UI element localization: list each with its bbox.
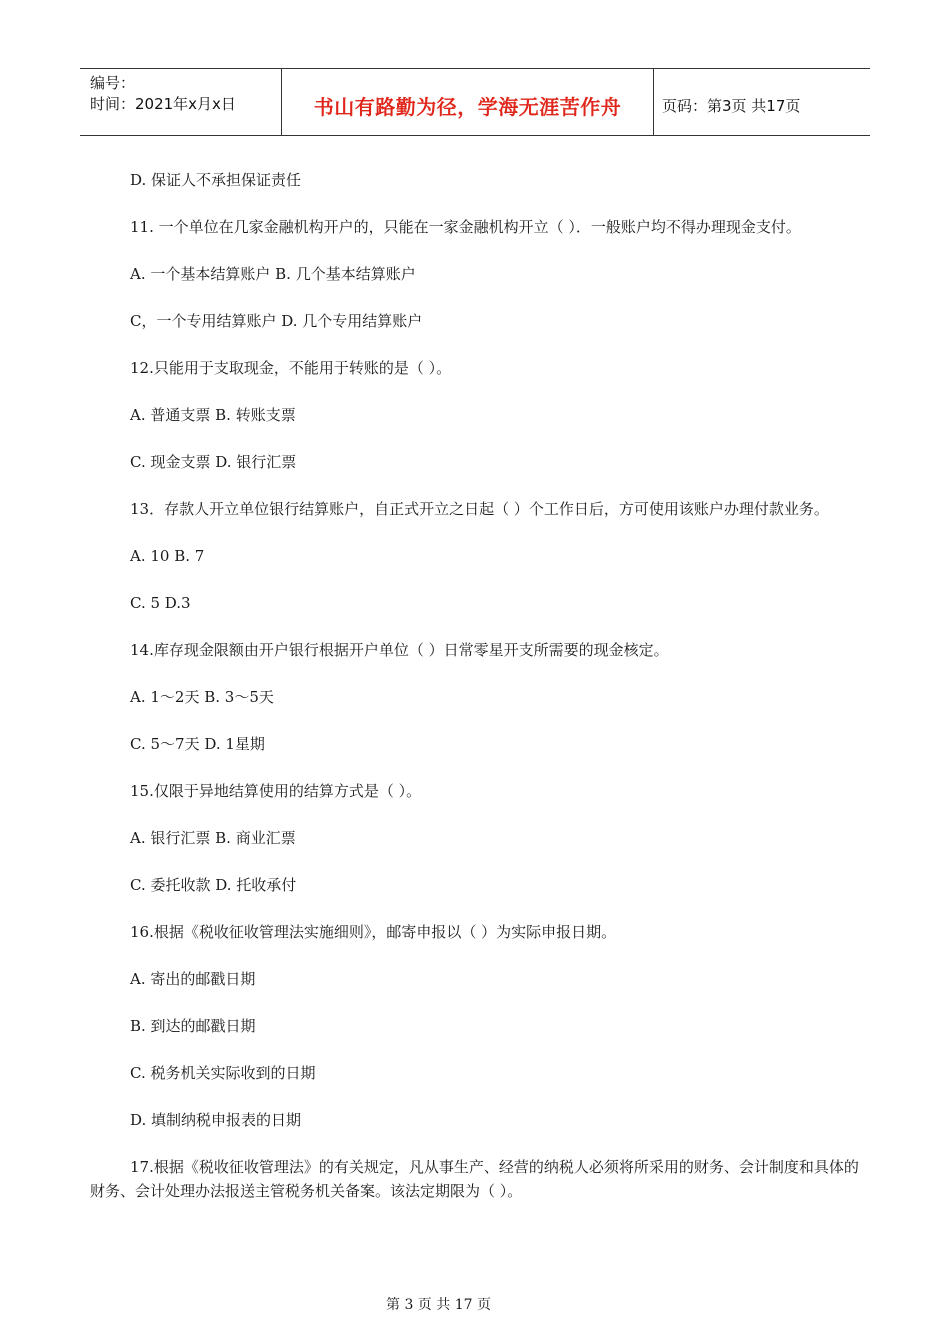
question-14: 14.库存现金限额由开户银行根据开户单位（ ）日常零星开支所需要的现金核定。	[130, 641, 669, 659]
paragraph: C. 现金支票 D. 银行汇票	[130, 453, 297, 471]
header-motto-cell	[282, 69, 654, 135]
paragraph: D. 保证人不承担保证责任	[130, 171, 302, 189]
document-body	[90, 168, 870, 1203]
paragraph: C. 委托收款 D. 托收承付	[130, 876, 297, 894]
document-time-label: 时间：2021年x月x日	[90, 95, 236, 113]
question-17: 17.根据《税收征收管理法》的有关规定，凡从事生产、经营的纳税人必须将所采用的财务、会计制度和具体的财务、会计处理办法报送主管税务机关备案。该法定期限为（ ）。	[90, 1158, 859, 1200]
paragraph: A. 10 B. 7	[130, 547, 205, 565]
paragraph: A. 一个基本结算账户 B. 几个基本结算账户	[130, 265, 416, 283]
paragraph: C. 5～7天 D. 1星期	[130, 735, 265, 753]
document-number-label: 编号：	[90, 74, 136, 92]
page-header	[80, 68, 870, 136]
header-page-info: 页码：第3页 共17页	[662, 96, 801, 115]
header-motto: 书山有路勤为径，学海无涯苦作舟	[313, 94, 622, 119]
paragraph: A. 银行汇票 B. 商业汇票	[130, 829, 296, 847]
paragraph: C. 5 D.3	[130, 594, 191, 612]
header-meta	[80, 69, 282, 135]
paragraph: A. 寄出的邮戳日期	[130, 970, 256, 988]
question-15: 15.仅限于异地结算使用的结算方式是（ ）。	[130, 782, 422, 800]
question-16: 16.根据《税收征收管理法实施细则》，邮寄申报以（ ）为实际申报日期。	[130, 923, 617, 941]
header-page-info-cell	[654, 69, 870, 135]
paragraph: B. 到达的邮戳日期	[130, 1017, 256, 1035]
paragraph: A. 1～2天 B. 3～5天	[130, 688, 274, 706]
question-13: 13．存款人开立单位银行结算账户，自正式开立之日起（ ）个工作日后，方可使用该账户办理付款业务。	[130, 500, 829, 518]
paragraph: C. 税务机关实际收到的日期	[130, 1064, 316, 1082]
page-footer	[0, 1294, 950, 1314]
paragraph: C，一个专用结算账户 D. 几个专用结算账户	[130, 312, 423, 330]
question-12: 12.只能用于支取现金，不能用于转账的是（ ）。	[130, 359, 452, 377]
paragraph: D. 填制纳税申报表的日期	[130, 1111, 302, 1129]
paragraph: A. 普通支票 B. 转账支票	[130, 406, 296, 424]
footer-page-number: 第 3 页 共 17 页	[386, 1297, 491, 1313]
question-11: 11. 一个单位在几家金融机构开户的，只能在一家金融机构开立（ ）．一般账户均不得办理现金支付。	[130, 218, 801, 236]
